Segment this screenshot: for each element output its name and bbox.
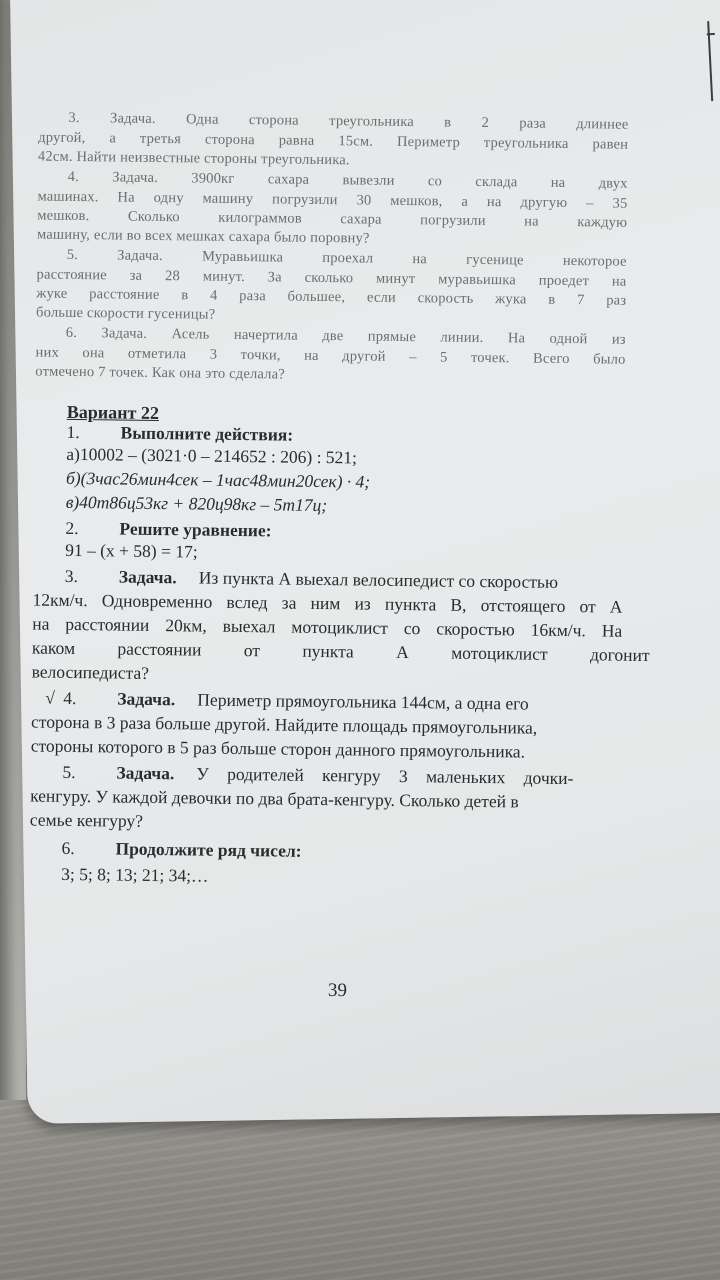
top-task-6-line-2: них она отметила 3 точки, на другой – 5 точек. Всего было: [35, 344, 626, 368]
task-5-label: Задача.: [116, 762, 175, 784]
top-task-4-line-4: машину, если во всех мешках сахара было поровну?: [36, 226, 370, 247]
top-task-3-line-1: 3. Задача. Одна сторона треугольника в 2 раза длиннее: [68, 109, 629, 133]
task-6-number: 6.: [61, 837, 75, 859]
task-4-line-3: стороны которого в 5 раз больше сторон данного прямоугольника.: [30, 735, 526, 762]
task-3-line-1: Из пункта А выехал велосипедист со скоростью: [198, 567, 559, 592]
top-task-4-line-3: мешков. Сколько килограммов сахара погрузили на каждую: [37, 207, 628, 231]
task-4-number: 4.: [63, 687, 77, 709]
task-3-line-3: на расстоянии 20км, выехал мотоциклист со скоростью 16км/ч. На: [32, 613, 623, 641]
task-4-check-mark: √: [45, 687, 56, 708]
top-task-4-line-1: 4. Задача. 3900кг сахара вывезли со склада на двух: [67, 168, 628, 192]
task-5-number: 5.: [62, 761, 76, 783]
task-2-title: Решите уравнение:: [119, 518, 272, 541]
page-edge-mark: [707, 21, 720, 102]
top-task-5-line-1: 5. Задача. Муравьишка проехал на гусенице некоторое: [66, 246, 627, 270]
task-4-label: Задача.: [117, 688, 176, 710]
task-6-sequence: 3; 5; 8; 13; 21; 34;…: [61, 863, 209, 886]
top-task-4-line-2: машинах. На одну машину погрузили 30 мешков, а на другую – 35: [37, 188, 628, 212]
task-1-number: 1.: [66, 421, 80, 443]
task-1a: а)10002 – (3021·0 – 214652 : 206) : 521;: [66, 443, 358, 468]
task-4-line-1: Периметр прямоугольника 144см, а одна его: [197, 689, 529, 714]
task-3-line-2: 12км/ч. Одновременно вслед за ним из пункта В, отстоящего от А: [32, 589, 623, 617]
task-3-line-5: велосипедиста?: [31, 661, 150, 683]
task-3-line-4: каком расстоянии от пункта А мотоциклист догонит: [31, 637, 650, 666]
top-task-5-line-2: расстояние за 28 минут. За сколько минут муравьишка проедет на: [36, 266, 627, 290]
task-5-line-3: семье кенгуру?: [29, 809, 144, 831]
task-5-line-2: кенгуру. У каждой девочки по два брата-кенгуру. Сколько детей в: [30, 785, 519, 812]
top-task-6-line-3: отмечено 7 точек. Как она это сделала?: [35, 363, 286, 383]
task-2-number: 2.: [65, 517, 79, 539]
task-3-number: 3.: [64, 565, 79, 587]
book-page: [10, 0, 720, 1124]
top-task-5-line-3: жуке расстояние в 4 раза большее, если скорость жука в 7 раз: [36, 285, 627, 309]
task-1b: б)(3час26мин4сек – 1час48мин20сек) · 4;: [65, 467, 371, 492]
top-task-3-line-3: 42см. Найти неизвестные стороны треугольника.: [37, 148, 350, 169]
task-5-line-1: У родителей кенгуру 3 маленьких дочки-: [196, 763, 574, 789]
task-1c: в)40т86ц53кг + 820ц98кг – 5т17ц;: [65, 491, 328, 516]
task-1-title: Выполните действия:: [120, 422, 294, 445]
top-task-6-line-1: 6. Задача. Асель начертила две прямые линии. На одной из: [65, 324, 626, 348]
top-task-5-line-4: больше скорости гусеницы?: [35, 304, 216, 323]
task-4-line-2: сторона в 3 раза больше другой. Найдите площадь прямоугольника,: [30, 711, 538, 738]
task-6-title: Продолжите ряд чисел:: [115, 838, 302, 861]
top-task-3-line-2: другой, а третья сторона равна 15см. Периметр треугольника равен: [38, 129, 629, 153]
task-3-label: Задача.: [118, 566, 177, 588]
page-number: 39: [327, 979, 348, 1002]
variant-heading: Вариант 22: [66, 401, 160, 424]
task-2-equation: 91 – (x + 58) = 17;: [65, 539, 198, 562]
